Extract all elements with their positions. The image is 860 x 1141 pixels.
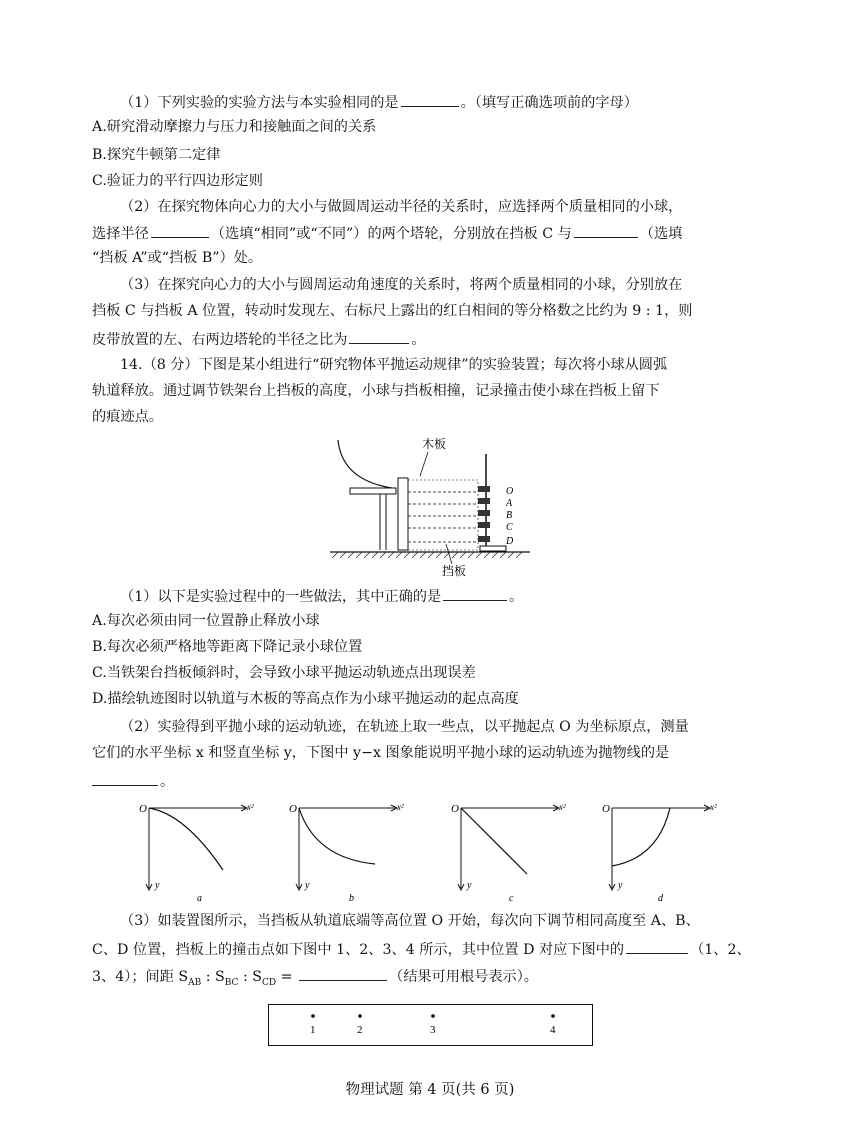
- ratio-sep: : S: [238, 969, 262, 985]
- q13-p2-pre: 选择半径: [92, 226, 149, 242]
- answer-blank: [151, 222, 209, 238]
- dot-label: 4: [550, 1024, 556, 1036]
- q14-part2-line1: （2）实验得到平抛小球的运动轨迹，在轨迹上取一些点，以平抛起点 O 为坐标原点，测量: [120, 719, 689, 735]
- q14-part2-line3: [92, 770, 174, 792]
- q14-intro-line2: 轨道释放。通过调节铁架台上挡板的高度，小球与挡板相撞，记录撞击使小球在挡板上留下: [92, 383, 660, 399]
- q14-p3-pre: C、D 位置，挡板上的撞击点如下图中 1、2、3、4 所示，其中位置 D 对应下图中的: [92, 942, 625, 958]
- q14-p1-pre: （1）以下是实验过程中的一些做法，其中正确的是: [120, 589, 442, 605]
- q13-p3-post: 。: [411, 332, 426, 348]
- subscript-ab: AB: [188, 977, 202, 988]
- q13-option-c: C.验证力的平行四边形定则: [92, 173, 263, 189]
- answer-blank: [401, 91, 459, 107]
- q14-part1-stem: [120, 585, 523, 607]
- q14-p1-post: 。: [509, 589, 524, 605]
- answer-blank: [574, 222, 638, 238]
- q13-part2-line2: [92, 222, 682, 244]
- x-axis-label: x²: [247, 802, 254, 812]
- point-label: A: [506, 498, 513, 509]
- q14-part3-line3: [92, 965, 538, 993]
- point-label: C: [506, 522, 513, 533]
- y-axis-label: y: [618, 880, 623, 891]
- dot-label: 3: [430, 1024, 436, 1036]
- origin-label: O: [451, 803, 459, 815]
- q13-part2-line3: “挡板 A”或“挡板 B”）处。: [92, 250, 263, 266]
- q13-option-a: A.研究滑动摩擦力与压力和接触面之间的关系: [92, 119, 377, 135]
- q14-option-d: D.描绘轨迹图时以轨道与木板的等高点作为小球平抛运动的起点高度: [92, 691, 519, 707]
- q13-p2-mid: （选填“相同”或“不同”）的两个塔轮，分别放在挡板 C 与: [210, 226, 572, 242]
- subscript-bc: BC: [224, 977, 239, 988]
- ratio-sep: : S: [201, 969, 225, 985]
- q13-p1-post: 。（填写正确选项前的字母）: [460, 95, 638, 111]
- apparatus-diagram: [320, 432, 540, 580]
- q14-p3-post: （1、2、: [690, 942, 751, 958]
- equals-sign: =: [276, 969, 298, 985]
- point-label: B: [506, 510, 513, 521]
- answer-blank: [349, 328, 409, 344]
- origin-label: O: [289, 803, 297, 815]
- impact-dot: [431, 1014, 435, 1018]
- answer-blank: [626, 938, 688, 954]
- subscript-cd: CD: [261, 977, 277, 988]
- origin-label: O: [602, 803, 610, 815]
- q14-p2-post: 。: [160, 774, 175, 790]
- page-footer: 物理试题 第 4 页(共 6 页): [345, 1082, 515, 1098]
- graph-caption: a: [197, 893, 202, 904]
- q13-part2-line1: （2）在探究物体向心力的大小与做圆周运动半径的关系时，应选择两个质量相同的小球，: [120, 199, 683, 215]
- y-axis-label: y: [467, 880, 472, 891]
- q13-p1-pre: （1）下列实验的实验方法与本实验相同的是: [120, 95, 399, 111]
- q13-part3-line1: （3）在探究向心力的大小与圆周运动角速度的关系时，将两个质量相同的小球，分别放在: [120, 277, 683, 293]
- q14-part2-line2: 它们的水平坐标 x 和竖直坐标 y，下图中 y−x 图象能说明平抛小球的运动轨迹为抛物线的是: [92, 745, 670, 761]
- impact-dot: [551, 1014, 555, 1018]
- baffle-label: 挡板: [442, 564, 467, 578]
- q13-part3-line3: [92, 328, 426, 350]
- x-axis-label: x²: [397, 802, 404, 812]
- x-axis-label: x²: [710, 802, 717, 812]
- q14-p3-l3-post: （结果可用根号表示）。: [389, 969, 538, 985]
- graph-a: [135, 798, 265, 908]
- q14-intro-line1: 14.（8 分）下图是某小组进行“研究物体平抛运动规律”的实验装置；每次将小球从圆弧: [120, 357, 668, 373]
- q14-option-a: A.每次必须由同一位置静止释放小球: [92, 613, 320, 629]
- point-label: O: [506, 486, 514, 497]
- answer-blank: [92, 770, 158, 786]
- answer-blank: [299, 965, 387, 981]
- impact-points: [268, 1004, 593, 1046]
- graph-caption: d: [658, 893, 663, 904]
- graph-d: [598, 798, 728, 908]
- graph-b: [285, 798, 415, 908]
- answer-blank: [443, 585, 507, 601]
- q14-p3-l3-pre: 3、4）；间距 S: [92, 969, 189, 985]
- graph-c: [447, 798, 577, 908]
- x-axis-label: x²: [559, 802, 566, 812]
- q14-part3-line1: （3）如装置图所示，当挡板从轨道底端等高位置 O 开始，每次向下调节相同高度至 A、B、: [120, 913, 700, 929]
- impact-dot: [358, 1014, 362, 1018]
- dot-label: 2: [357, 1024, 363, 1036]
- q14-intro-line3: 的痕迹点。: [92, 409, 163, 425]
- graph-caption: c: [509, 893, 514, 904]
- origin-label: O: [139, 803, 147, 815]
- q13-part1-stem: [120, 91, 638, 113]
- q13-option-b: B.探究牛顿第二定律: [92, 147, 221, 163]
- dot-label: 1: [310, 1024, 316, 1036]
- point-label: D: [506, 536, 514, 547]
- q13-part3-line2: 挡板 C 与挡板 A 位置，转动时发现左、右标尺上露出的红白相间的等分格数之比约为 9 : 1，则: [92, 303, 693, 319]
- q14-option-c: C.当铁架台挡板倾斜时，会导致小球平抛运动轨迹点出现误差: [92, 665, 476, 681]
- y-axis-label: y: [155, 880, 160, 891]
- q14-part3-line2: [92, 938, 751, 960]
- q14-option-b: B.每次必须严格地等距离下降记录小球位置: [92, 639, 363, 655]
- wood-board-label: 木板: [422, 437, 447, 451]
- impact-dot: [311, 1014, 315, 1018]
- q13-p2-post: （选填: [639, 226, 683, 242]
- q13-p3-pre: 皮带放置的左、右两边塔轮的半径之比为: [92, 332, 348, 348]
- y-axis-label: y: [305, 880, 310, 891]
- graph-caption: b: [349, 893, 354, 904]
